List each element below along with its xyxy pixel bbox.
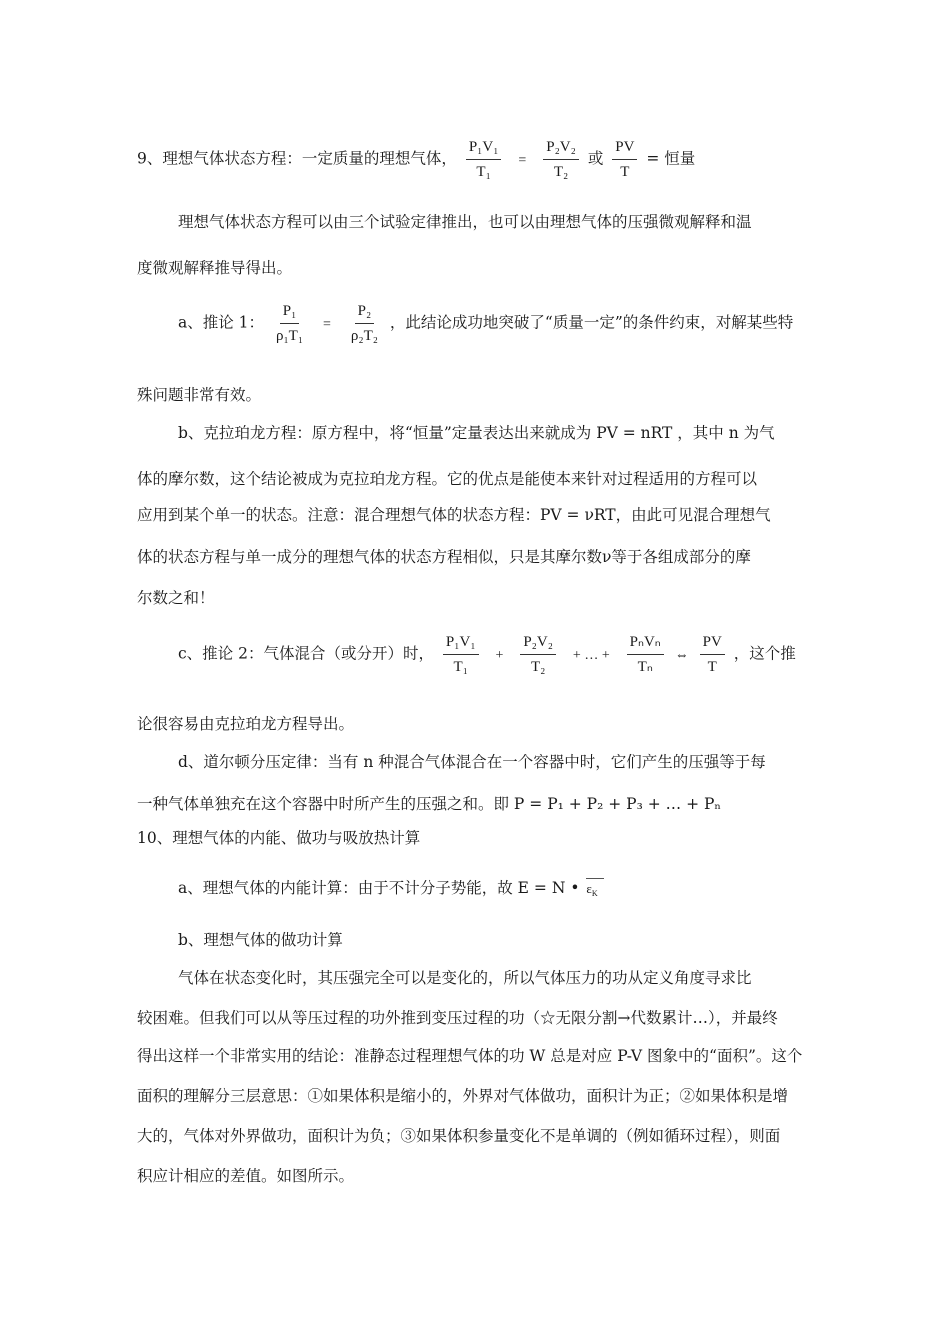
fraction-denominator: T	[620, 164, 630, 180]
fraction-pv-t	[700, 633, 725, 676]
clapeyron-line-5: 尔数之和！	[137, 589, 215, 607]
equivalence-arrow: ⇔	[674, 647, 689, 663]
fraction-denominator: T₁	[453, 659, 468, 675]
fraction-denominator: ρ₁T₁	[275, 328, 304, 344]
fraction-pnvn-tn	[627, 633, 664, 676]
fraction-numerator: PₙVₙ	[627, 633, 664, 655]
clapeyron-line-1: b、克拉珀龙方程：原方程中，将“恒量”定量表达出来就成为 PV = nRT ，其中 n 为气	[178, 424, 775, 442]
dalton-line-1: d、道尔顿分压定律：当有 n 种混合气体混合在一个容器中时，它们产生的压强等于每	[178, 753, 766, 771]
fraction-numerator: P₁V₁	[443, 633, 479, 655]
fraction-numerator: P₁V₁	[466, 138, 502, 160]
corollary-2-tail: ，这个推	[733, 644, 796, 663]
or-word: 或	[587, 149, 604, 168]
paragraph-2-line-5: 大的，气体对外界做功，面积计为负；③如果体积参量变化不是单调的（例如循环过程），则面	[137, 1127, 781, 1145]
internal-energy-line	[178, 876, 598, 898]
corollary-1-lead: a、推论 1：	[178, 313, 265, 332]
fraction-numerator: P₂V₂	[543, 138, 579, 160]
ellipsis-sum: + … +	[572, 647, 610, 663]
fraction-denominator: T₂	[530, 659, 546, 675]
work-calc-title: b、理想气体的做功计算	[178, 931, 343, 949]
epsilon-letter: ε	[586, 881, 592, 896]
fraction-denominator: Tₙ	[637, 659, 653, 675]
section-10-title: 10、理想气体的内能、做功与吸放热计算	[137, 829, 421, 847]
paragraph-2-line-6: 积应计相应的差值。如图所示。	[137, 1167, 355, 1185]
plus-sign: +	[495, 647, 504, 663]
paragraph-1-line-2: 度微观解释推导得出。	[137, 259, 293, 277]
corollary-1-tail: ，此结论成功地突破了“质量一定”的条件约束，对解某些特	[389, 313, 794, 332]
paragraph-2-line-2: 较困难。但我们可以从等压过程的功外推到变压过程的功（☆无限分割→代数累计…），并最终	[137, 1009, 778, 1027]
fraction-numerator: P₁	[280, 302, 300, 324]
fraction-p2v2-t2	[520, 633, 556, 676]
paragraph-1-line-1: 理想气体状态方程可以由三个试验定律推出，也可以由理想气体的压强微观解释和温	[178, 213, 752, 231]
corollary-1-line	[178, 302, 793, 345]
fraction-p2-rho2t2	[348, 302, 381, 345]
paragraph-2-line-3: 得出这样一个非常实用的结论：准静态过程理想气体的功 W 总是对应 P-V 图象中的“面积”。这个	[137, 1047, 803, 1065]
fraction-numerator: PV	[700, 633, 725, 655]
clapeyron-line-4: 体的状态方程与单一成分的理想气体的状态方程相似，只是其摩尔数ν等于各组成部分的摩	[137, 548, 751, 566]
fraction-numerator: PV	[612, 138, 637, 160]
fraction-p1-rho1t1	[273, 302, 306, 345]
corollary-1-continuation: 殊问题非常有效。	[137, 386, 262, 404]
corollary-2-lead: c、推论 2：气体混合（或分开）时，	[178, 644, 434, 663]
fraction-p1v1-t1	[466, 138, 502, 181]
corollary-2-continuation: 论很容易由克拉珀龙方程导出。	[137, 715, 355, 733]
internal-energy-text: a、理想气体的内能计算：由于不计分子势能，故 E = N •	[178, 879, 580, 897]
mean-kinetic-energy-symbol	[586, 881, 597, 898]
corollary-2-line	[178, 633, 796, 676]
fraction-denominator: T₁	[476, 164, 491, 180]
paragraph-2-line-4: 面积的理解分三层意思：①如果体积是缩小的，外界对气体做功，面积计为正；②如果体积是增	[137, 1087, 789, 1105]
fraction-numerator: P₂V₂	[520, 633, 556, 655]
fraction-numerator: P₂	[355, 302, 375, 324]
section-9-lead: 9、理想气体状态方程：一定质量的理想气体，	[137, 149, 457, 168]
equals-sign: =	[518, 152, 527, 168]
fraction-denominator: T	[707, 659, 717, 675]
fraction-p2v2-t2	[543, 138, 579, 181]
fraction-denominator: T₂	[553, 164, 569, 180]
fraction-pv-t	[612, 138, 637, 181]
fraction-p1v1-t1	[443, 633, 479, 676]
equals-sign: =	[323, 316, 331, 332]
epsilon-subscript: K	[591, 889, 598, 898]
fraction-denominator: ρ₂T₂	[350, 328, 378, 344]
clapeyron-line-2: 体的摩尔数，这个结论被成为克拉珀龙方程。它的优点是能使本来针对过程适用的方程可以	[137, 470, 758, 488]
constant-text: = 恒量	[646, 149, 696, 168]
clapeyron-line-3: 应用到某个单一的状态。注意：混合理想气体的状态方程：PV = νRT，由此可见混合理想气	[137, 506, 771, 524]
section-9-line	[137, 138, 695, 181]
dalton-line-2: 一种气体单独充在这个容器中时所产生的压强之和。即 P = P₁ + P₂ + P₃ + … + Pₙ	[137, 795, 722, 813]
paragraph-2-line-1: 气体在状态变化时，其压强完全可以是变化的，所以气体压力的功从定义角度寻求比	[178, 969, 752, 987]
